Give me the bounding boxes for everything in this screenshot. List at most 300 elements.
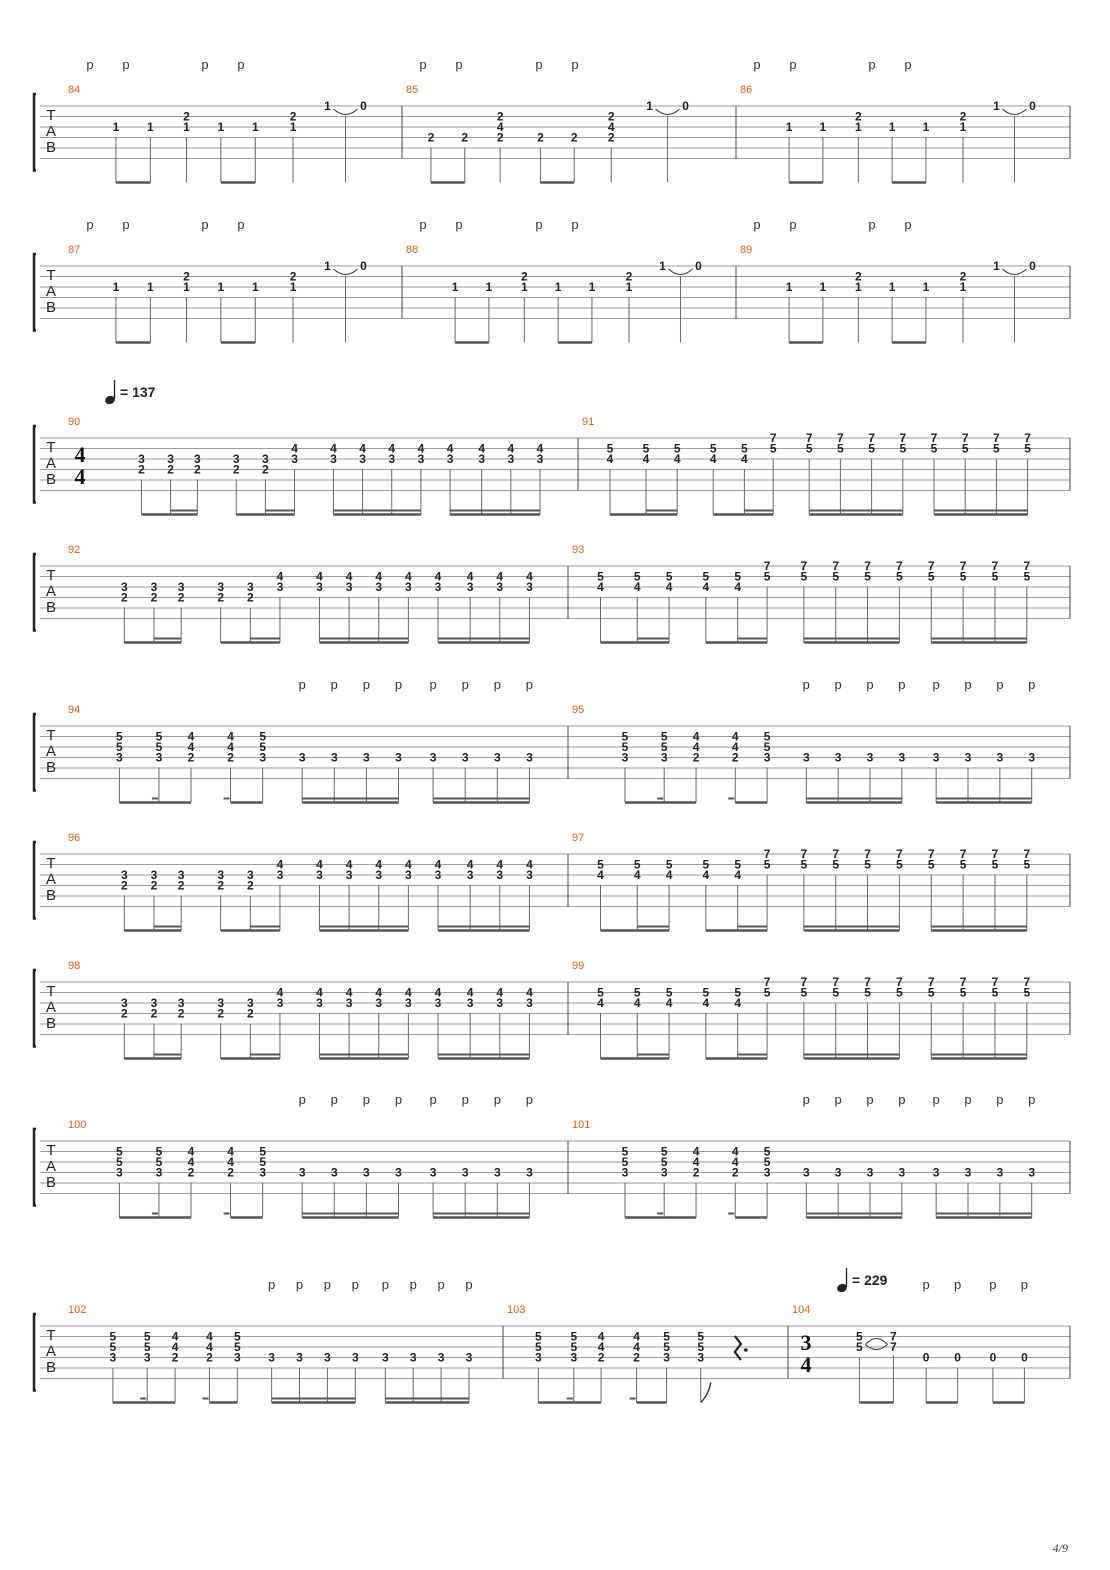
- fret-number: 3: [177, 996, 185, 1010]
- fret-number: 3: [217, 868, 225, 882]
- fret-number: 5: [116, 729, 123, 744]
- fret-number: 5: [116, 1144, 123, 1159]
- fret-number: 4: [446, 441, 454, 456]
- fret-number: 5: [621, 1144, 629, 1159]
- fret-number: 4: [702, 868, 710, 882]
- tie-slur: [656, 109, 680, 115]
- fret-number: 7: [763, 559, 771, 573]
- fret-number: 3: [461, 750, 469, 765]
- fret-number: 4: [731, 1155, 739, 1169]
- palm-mute-mark: p: [904, 57, 912, 72]
- bar-number: 99: [572, 960, 585, 972]
- fret-number: 5: [856, 1340, 863, 1354]
- fret-number: 3: [217, 996, 225, 1010]
- fret-number: 3: [434, 996, 442, 1010]
- fret-number: 4: [597, 1329, 605, 1344]
- fret-number: 3: [138, 452, 145, 466]
- fret-number: 3: [526, 1165, 533, 1180]
- fret-number: 1: [183, 280, 190, 294]
- fret-number: 5: [702, 857, 710, 872]
- fret-number: 4: [734, 868, 742, 882]
- fret-number: 4: [276, 569, 284, 584]
- fret-number: 4: [702, 996, 710, 1010]
- fret-number: 4: [536, 441, 544, 456]
- fret-number: 7: [864, 847, 871, 861]
- fret-number: 3: [526, 580, 533, 594]
- fret-number: 7: [890, 1340, 897, 1354]
- tab-clef-letter: A: [45, 999, 57, 1016]
- fret-number: 4: [171, 1340, 179, 1354]
- fret-number: 4: [526, 985, 533, 1000]
- fret-number: 3: [478, 452, 486, 466]
- fret-number: 2: [692, 750, 700, 765]
- fret-number: 4: [665, 868, 673, 882]
- fret-number: 3: [345, 868, 353, 882]
- fret-number: 2: [177, 878, 185, 893]
- palm-mute-mark: p: [419, 57, 427, 72]
- fret-number: 7: [993, 431, 1000, 445]
- measure-89: [736, 217, 1036, 343]
- fret-number: 5: [660, 1144, 668, 1159]
- palm-mute-mark: p: [298, 1092, 306, 1107]
- bar-number: 97: [572, 832, 585, 844]
- fret-number: 3: [395, 1165, 402, 1180]
- system-bracket: [34, 554, 36, 631]
- fret-number: 3: [465, 1350, 473, 1365]
- palm-mute-mark: p: [866, 1092, 874, 1107]
- fret-number: 4: [291, 441, 298, 456]
- fret-number: 5: [734, 569, 742, 584]
- time-signature-top: 3: [800, 1330, 812, 1355]
- fret-number: 1: [993, 99, 1000, 113]
- fret-number: 7: [930, 431, 938, 445]
- fret-number: 1: [819, 280, 827, 294]
- tie-slur: [668, 269, 692, 275]
- fret-number: 5: [1024, 441, 1031, 456]
- fret-number: 3: [259, 750, 267, 765]
- fret-number: 4: [597, 1340, 605, 1354]
- fret-number: 4: [606, 452, 614, 466]
- palm-mute-mark: p: [802, 1092, 810, 1107]
- fret-number: 2: [177, 1006, 185, 1021]
- fret-number: 5: [800, 569, 808, 584]
- fret-number: 5: [663, 1329, 670, 1344]
- fret-number: 3: [395, 750, 402, 765]
- fret-number: 2: [194, 462, 201, 477]
- fret-number: 3: [409, 1350, 417, 1365]
- fret-number: 1: [485, 280, 493, 294]
- tab-clef-letter: B: [45, 599, 57, 616]
- fret-number: 5: [621, 1155, 629, 1169]
- fret-number: 5: [233, 1340, 241, 1354]
- fret-number: 4: [734, 580, 742, 594]
- palm-mute-mark: p: [237, 217, 245, 232]
- fret-number: 4: [496, 569, 504, 584]
- fret-number: 1: [217, 280, 225, 294]
- fret-number: 7: [896, 847, 903, 861]
- fret-number: 3: [291, 452, 298, 466]
- fret-number: 5: [800, 985, 808, 1000]
- fret-number: 2: [183, 269, 190, 284]
- fret-number: 3: [246, 996, 254, 1010]
- fret-number: 7: [959, 975, 967, 989]
- fret-number: 5: [702, 985, 710, 1000]
- fret-number: 5: [665, 857, 673, 872]
- fret-number: 3: [526, 996, 533, 1010]
- fret-number: 5: [570, 1340, 578, 1354]
- fret-number: 4: [597, 580, 604, 594]
- fret-number: 5: [959, 985, 967, 1000]
- fret-number: 4: [187, 1155, 195, 1169]
- fret-number: 0: [695, 259, 702, 273]
- fret-number: 5: [673, 441, 681, 456]
- palm-mute-mark: p: [394, 1092, 403, 1107]
- palm-mute-mark: p: [1028, 1092, 1036, 1107]
- tab-clef-letter: B: [45, 1174, 57, 1191]
- fret-number: 4: [206, 1329, 213, 1344]
- palm-mute-mark: p: [922, 1277, 930, 1292]
- bar-number: 101: [572, 1119, 591, 1131]
- fret-number: 5: [959, 569, 967, 584]
- fret-number: 4: [496, 120, 504, 134]
- fret-number: 5: [660, 1155, 668, 1169]
- fret-number: 5: [259, 729, 267, 744]
- fret-number: 5: [259, 1144, 267, 1159]
- tab-system: [34, 960, 1070, 1059]
- fret-number: 5: [741, 441, 748, 456]
- fret-number: 4: [507, 441, 515, 456]
- fret-number: 1: [289, 120, 297, 134]
- fret-number: 5: [864, 985, 871, 1000]
- fret-number: 2: [120, 878, 128, 893]
- fret-number: 1: [251, 280, 259, 294]
- fret-number: 3: [120, 996, 128, 1010]
- measure-87: [68, 217, 367, 343]
- fret-number: 5: [697, 1340, 705, 1354]
- fret-number: 1: [324, 259, 331, 273]
- fret-number: 5: [993, 441, 1000, 456]
- fret-number: 4: [405, 857, 412, 872]
- fret-number: 7: [832, 847, 840, 861]
- fret-number: 3: [866, 750, 874, 765]
- fret-number: 5: [896, 569, 903, 584]
- fret-number: 2: [167, 462, 174, 477]
- fret-number: 2: [246, 1006, 254, 1021]
- fret-number: 4: [466, 985, 474, 1000]
- palm-mute-mark: p: [419, 217, 427, 232]
- fret-number: 3: [232, 452, 240, 466]
- fret-number: 2: [461, 130, 469, 145]
- fret-number: 5: [709, 441, 717, 456]
- measure-95: [568, 677, 1035, 803]
- palm-mute-mark: p: [753, 57, 761, 72]
- fret-number: 1: [854, 280, 862, 294]
- fret-number: 3: [351, 1350, 359, 1365]
- fret-number: 3: [246, 868, 254, 882]
- fret-number: 7: [991, 559, 999, 573]
- measure-86: [736, 57, 1036, 183]
- fret-number: 5: [832, 569, 840, 584]
- fret-number: 4: [692, 1144, 700, 1159]
- fret-number: 3: [621, 750, 629, 765]
- fret-number: 3: [493, 750, 501, 765]
- palm-mute-mark: p: [86, 217, 94, 232]
- fret-number: 5: [155, 1144, 163, 1159]
- palm-mute-mark: p: [122, 217, 130, 232]
- fret-number: 5: [927, 985, 935, 1000]
- tie-slur: [865, 1339, 887, 1345]
- fret-number: 5: [991, 857, 999, 872]
- fret-number: 1: [289, 280, 297, 294]
- fret-number: 5: [660, 740, 668, 754]
- fret-number: 3: [316, 996, 323, 1010]
- tab-clef-letter: A: [45, 283, 57, 300]
- fret-number: 0: [989, 1350, 997, 1365]
- fret-number: 5: [642, 441, 650, 456]
- fret-number: 5: [763, 857, 771, 872]
- fret-number: 7: [899, 431, 907, 445]
- fret-number: 5: [633, 985, 641, 1000]
- palm-mute-mark: p: [461, 1092, 469, 1107]
- fret-number: 5: [927, 857, 935, 872]
- fret-number: 5: [597, 985, 604, 1000]
- bar-number: 84: [68, 84, 81, 96]
- fret-number: 5: [899, 441, 907, 456]
- fret-number: 7: [763, 975, 771, 989]
- fret-number: 4: [633, 1329, 640, 1344]
- fret-number: 4: [478, 441, 486, 456]
- fret-number: 5: [734, 985, 742, 1000]
- fret-number: 7: [832, 975, 840, 989]
- fret-number: 3: [996, 1165, 1004, 1180]
- fret-number: 2: [496, 109, 504, 124]
- fret-number: 7: [927, 559, 935, 573]
- fret-number: 2: [607, 109, 615, 124]
- tab-system: [34, 217, 1070, 343]
- fret-number: 2: [625, 269, 633, 284]
- system-bracket: [34, 714, 36, 791]
- fret-number: 4: [496, 985, 504, 1000]
- bar-number: 88: [406, 244, 419, 256]
- fret-number: 2: [427, 130, 435, 145]
- fret-number: 7: [959, 559, 967, 573]
- fret-number: 4: [405, 569, 412, 584]
- fret-number: 5: [570, 1329, 578, 1344]
- tab-clef-letter: A: [45, 583, 57, 600]
- measure-102: [68, 1277, 473, 1403]
- fret-number: 5: [155, 1155, 163, 1169]
- fret-number: 3: [496, 868, 504, 882]
- fret-number: 3: [150, 868, 158, 882]
- fret-number: 5: [800, 857, 808, 872]
- fret-number: 4: [692, 1155, 700, 1169]
- fret-number: 1: [520, 280, 528, 294]
- palm-mute-mark: p: [964, 1092, 972, 1107]
- fret-number: 3: [763, 750, 771, 765]
- fret-number: 3: [363, 1165, 370, 1180]
- fret-number: 3: [316, 580, 323, 594]
- bar-number: 103: [507, 1304, 526, 1316]
- tab-clef-letter: T: [46, 267, 56, 284]
- fret-number: 5: [769, 441, 777, 456]
- fret-number: 4: [330, 441, 337, 456]
- palm-mute-mark: p: [535, 217, 543, 232]
- fret-number: 5: [116, 1155, 123, 1169]
- tempo-marking: = 137: [120, 384, 156, 400]
- fret-number: 5: [832, 985, 840, 1000]
- fret-number: 7: [800, 559, 808, 573]
- measure-91: [578, 416, 1031, 515]
- tab-system: [34, 57, 1070, 183]
- tab-clef-letter: B: [45, 139, 57, 156]
- fret-number: 3: [466, 868, 474, 882]
- fret-number: 3: [834, 750, 842, 765]
- fret-number: 7: [868, 431, 875, 445]
- measure-92: [68, 544, 533, 643]
- fret-number: 4: [665, 580, 673, 594]
- bar-number: 102: [68, 1304, 87, 1316]
- fret-number: 4: [734, 996, 742, 1010]
- fret-number: 1: [959, 280, 967, 294]
- fret-number: 4: [607, 120, 615, 134]
- fret-number: 7: [896, 559, 903, 573]
- fret-number: 5: [606, 441, 614, 456]
- palm-mute-mark: p: [330, 677, 338, 692]
- fret-number: 4: [692, 740, 700, 754]
- tab-clef-letter: T: [46, 1327, 56, 1344]
- fret-number: 5: [155, 729, 163, 744]
- palm-mute-mark: p: [802, 677, 810, 692]
- bar-number: 94: [68, 704, 81, 716]
- fret-number: 4: [597, 996, 604, 1010]
- fret-number: 7: [837, 431, 844, 445]
- bar-number: 95: [572, 704, 585, 716]
- fret-number: 4: [388, 441, 396, 456]
- fret-number: 4: [417, 441, 425, 456]
- fret-number: 3: [496, 580, 504, 594]
- fret-number: 4: [466, 857, 474, 872]
- dot-icon: [744, 1348, 748, 1352]
- fret-number: 3: [155, 1165, 163, 1180]
- fret-number: 2: [959, 109, 967, 124]
- fret-number: 5: [927, 569, 935, 584]
- fret-number: 2: [854, 109, 862, 124]
- fret-number: 5: [259, 740, 267, 754]
- system-bracket: [34, 254, 36, 331]
- system-bracket: [34, 842, 36, 919]
- fret-number: 4: [276, 985, 284, 1000]
- fret-number: 4: [187, 1144, 195, 1159]
- fret-number: 2: [289, 269, 297, 284]
- palm-mute-mark: p: [954, 1277, 962, 1292]
- fret-number: 7: [800, 975, 808, 989]
- fret-number: 4: [526, 569, 533, 584]
- fret-number: 3: [660, 1165, 668, 1180]
- fret-number: 1: [554, 280, 562, 294]
- tab-clef-letter: A: [45, 1158, 57, 1175]
- fret-number: 5: [663, 1340, 670, 1354]
- fret-number: 3: [296, 1350, 303, 1365]
- fret-number: 2: [289, 109, 297, 124]
- fret-number: 2: [138, 462, 145, 477]
- fret-number: 3: [167, 452, 174, 466]
- time-signature-bottom: 4: [74, 464, 86, 489]
- fret-number: 2: [206, 1350, 213, 1365]
- fret-number: 0: [682, 99, 689, 113]
- fret-number: 7: [991, 847, 999, 861]
- fret-number: 2: [731, 1165, 739, 1180]
- fret-number: 1: [588, 280, 596, 294]
- fret-number: 5: [763, 740, 771, 754]
- fret-number: 2: [217, 1006, 225, 1021]
- fret-number: 0: [1029, 259, 1036, 273]
- fret-number: 4: [434, 985, 442, 1000]
- palm-mute-mark: p: [201, 217, 209, 232]
- fret-number: 4: [526, 857, 533, 872]
- palm-mute-mark: p: [571, 217, 579, 232]
- fret-number: 3: [298, 1165, 306, 1180]
- measure-90: [68, 380, 544, 515]
- fret-number: 5: [621, 729, 629, 744]
- fret-number: 4: [345, 857, 353, 872]
- palm-mute-mark: p: [429, 1092, 437, 1107]
- fret-number: 0: [954, 1350, 961, 1365]
- fret-number: 0: [922, 1350, 930, 1365]
- fret-number: 5: [763, 1155, 771, 1169]
- fret-number: 3: [437, 1350, 445, 1365]
- fret-number: 3: [330, 452, 337, 466]
- fret-number: 4: [276, 857, 284, 872]
- tab-clef-letter: A: [45, 1343, 57, 1360]
- fret-number: 7: [927, 975, 935, 989]
- page-number: 4/9: [1052, 1541, 1068, 1555]
- measure-93: [568, 544, 1030, 643]
- fret-number: 3: [526, 868, 533, 882]
- fret-number: 4: [227, 729, 234, 744]
- fret-number: 3: [496, 996, 504, 1010]
- system-bracket: [34, 970, 36, 1047]
- palm-mute-mark: p: [904, 217, 912, 232]
- fret-number: 1: [888, 120, 896, 134]
- fret-number: 3: [964, 750, 972, 765]
- fret-number: 4: [731, 729, 739, 744]
- fret-number: 5: [1023, 985, 1031, 1000]
- fret-number: 1: [625, 280, 633, 294]
- fret-number: 2: [187, 1165, 195, 1180]
- fret-number: 3: [316, 868, 323, 882]
- fret-number: 5: [1023, 857, 1031, 872]
- fret-number: 0: [360, 259, 367, 273]
- fret-number: 2: [854, 269, 862, 284]
- bar-number: 89: [740, 244, 753, 256]
- fret-number: 4: [375, 569, 383, 584]
- bar-number: 104: [792, 1304, 811, 1316]
- measure-104: [788, 1268, 1028, 1403]
- fret-number: 2: [150, 590, 158, 605]
- fret-number: 3: [120, 868, 128, 882]
- palm-mute-mark: p: [429, 677, 437, 692]
- tab-clef-letter: A: [45, 455, 57, 472]
- bar-number: 91: [582, 416, 595, 428]
- fret-number: 7: [927, 847, 935, 861]
- fret-number: 4: [731, 1144, 739, 1159]
- fret-number: 4: [375, 985, 383, 1000]
- bar-number: 92: [68, 544, 81, 556]
- tab-clef-letter: T: [46, 855, 56, 872]
- fret-number: 1: [785, 280, 793, 294]
- fret-number: 1: [888, 280, 896, 294]
- fret-number: 7: [959, 847, 967, 861]
